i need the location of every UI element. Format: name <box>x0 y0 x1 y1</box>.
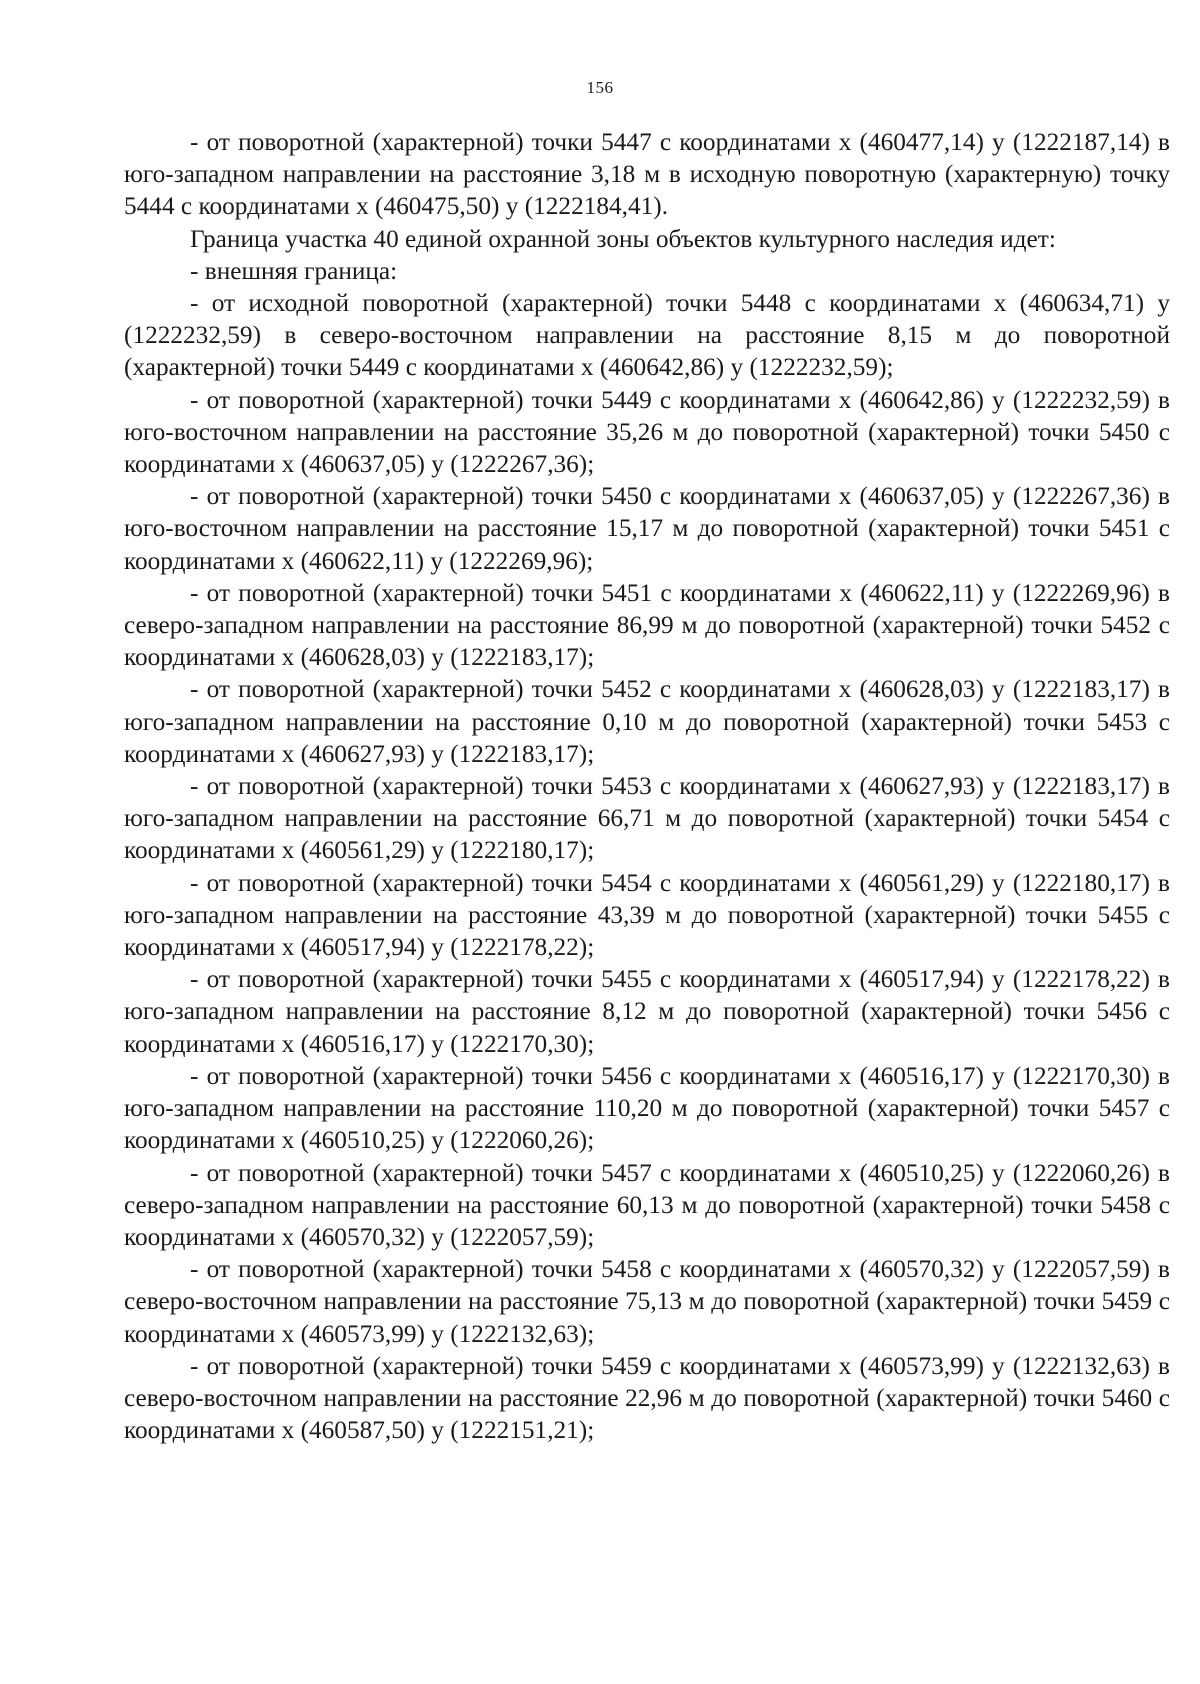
paragraph-1: - от поворотной (характерной) точки 5447 с координатами х (460477,14) у (1222187,14) в юго-западном направлении на расстояние 3,18 м в исходную поворотную (характерную) точку 5444 с координатами х (460475,50) у (1222184,41). <box>124 128 1170 221</box>
page-number: 156 <box>586 78 614 97</box>
paragraph-10: - от поворотной (характерной) точки 5454 с координатами х (460561,29) у (1222180,17) в юго-западном направлении на расстояние 43,39 м до поворотной (характерной) точки 5455 с координатами х (460517,94) у (1222178,22); <box>124 868 1170 962</box>
paragraph-7: - от поворотной (характерной) точки 5451 с координатами х (460622,11) у (1222269,96) в северо-западном направлении на расстояние 86,99 м до поворотной (характерной) точки 5452 с координатами х (460628,03) у (1222183,17); <box>124 578 1170 672</box>
paragraph-14: - от поворотной (характерной) точки 5458 с координатами х (460570,32) у (1222057,59) в северо-восточном направлении на расстояние 75,13 м до поворотной (характерной) точки 5459 с координатами х (460573,99) у (1222132,63); <box>124 1255 1170 1348</box>
paragraph-6: - от поворотной (характерной) точки 5450 с координатами х (460637,05) у (1222267,36) в юго-восточном направлении на расстояние 15,17 м до поворотной (характерной) точки 5451 с координатами х (460622,11) у (1222269,96); <box>124 482 1170 575</box>
paragraph-2: Граница участка 40 единой охранной зоны объектов культурного наследия идет: <box>190 224 1056 253</box>
paragraph-12: - от поворотной (характерной) точки 5456 с координатами х (460516,17) у (1222170,30) в юго-западном направлении на расстояние 110,20 м до поворотной (характерной) точки 5457 с координатами х (460510,25) у (1222060,26); <box>124 1061 1170 1155</box>
paragraph-9: - от поворотной (характерной) точки 5453 с координатами х (460627,93) у (1222183,17) в юго-западном направлении на расстояние 66,71 м до поворотной (характерной) точки 5454 с координатами х (460561,29) у (1222180,17); <box>124 772 1170 865</box>
document-body <box>124 126 1170 1446</box>
paragraph-11: - от поворотной (характерной) точки 5455 с координатами х (460517,94) у (1222178,22) в юго-западном направлении на расстояние 8,12 м до поворотной (характерной) точки 5456 с координатами х (460516,17) у (1222170,30); <box>124 965 1170 1058</box>
paragraph-8: - от поворотной (характерной) точки 5452 с координатами х (460628,03) у (1222183,17) в юго-западном направлении на расстояние 0,10 м до поворотной (характерной) точки 5453 с координатами х (460627,93) у (1222183,17); <box>124 675 1170 768</box>
paragraph-13: - от поворотной (характерной) точки 5457 с координатами х (460510,25) у (1222060,26) в северо-западном направлении на расстояние 60,13 м до поворотной (характерной) точки 5458 с координатами х (460570,32) у (1222057,59); <box>124 1158 1170 1251</box>
paragraph-3: - внешняя граница: <box>190 256 398 285</box>
paragraph-4: - от исходной поворотной (характерной) точки 5448 с координатами х (460634,71) у (1222232,59) в северо-восточном направлении на расстояние 8,15 м до поворотной (характерной) точки 5449 с координатами х (460642,86) у (1222232,59); <box>124 289 1170 382</box>
paragraph-5: - от поворотной (характерной) точки 5449 с координатами х (460642,86) у (1222232,59) в юго-восточном направлении на расстояние 35,26 м до поворотной (характерной) точки 5450 с координатами х (460637,05) у (1222267,36); <box>124 385 1170 479</box>
paragraph-15: - от поворотной (характерной) точки 5459 с координатами х (460573,99) у (1222132,63) в северо-восточном направлении на расстояние 22,96 м до поворотной (характерной) точки 5460 с координатами х (460587,50) у (1222151,21); <box>124 1351 1170 1445</box>
